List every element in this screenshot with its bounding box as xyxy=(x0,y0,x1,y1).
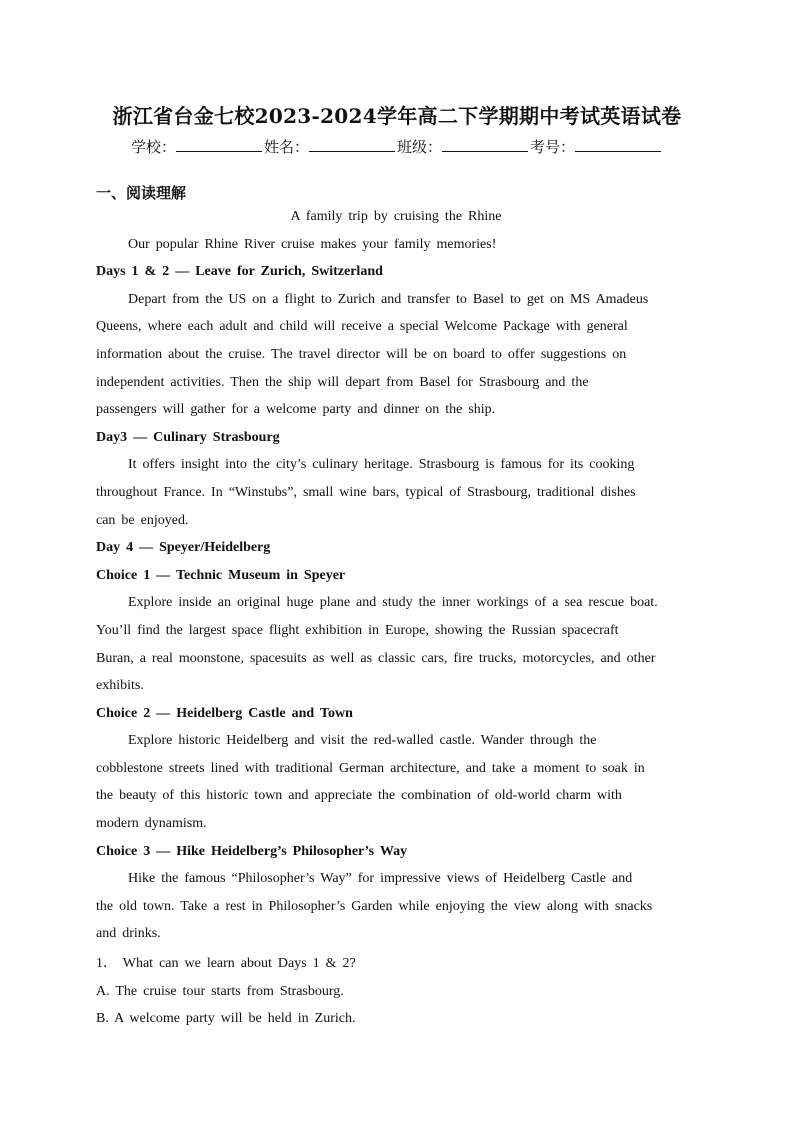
exam-number-blank xyxy=(575,137,661,152)
section-heading-days-1-2: Days 1 & 2 — Leave for Zurich, Switzerland xyxy=(96,264,383,280)
student-info-line xyxy=(0,136,794,157)
paragraph-line: and drinks. xyxy=(96,926,161,942)
section-choice-1 xyxy=(96,562,696,700)
paragraph-line: the beauty of this historic town and appreciate the combination of old-world charm with xyxy=(96,788,622,804)
question-stem: 1． What can we learn about Days 1 & 2? xyxy=(96,956,356,972)
paragraph-line: cobblestone streets lined with traditional German architecture, and take a moment to soak in xyxy=(96,760,645,776)
section-days-1-2 xyxy=(96,258,696,424)
section-day-3 xyxy=(96,424,696,534)
paragraph-line: modern dynamism. xyxy=(96,816,207,832)
reading-passage xyxy=(96,203,696,1033)
paragraph-line: You’ll find the largest space flight exhibition in Europe, showing the Russian spacecraft xyxy=(96,622,619,638)
section-heading-choice-3: Choice 3 — Hike Heidelberg’s Philosopher’s Way xyxy=(96,843,408,859)
option-a[interactable]: A. The cruise tour starts from Strasbourg. xyxy=(96,983,344,999)
passage-title: A family trip by cruising the Rhine xyxy=(290,209,502,224)
section-heading-day-3: Day3 — Culinary Strasbourg xyxy=(96,429,280,445)
option-b[interactable]: B. A welcome party will be held in Zurich. xyxy=(96,1011,356,1027)
section-day-4 xyxy=(96,534,696,562)
page-title: 浙江省台金七校2023-2024学年高二下学期期中考试英语试卷 xyxy=(112,104,682,128)
class-label: 班级： xyxy=(397,138,443,156)
section-heading-choice-2: Choice 2 — Heidelberg Castle and Town xyxy=(96,705,353,721)
paragraph-line: Queens, where each adult and child will receive a special Welcome Package with general xyxy=(96,319,628,335)
section-heading-choice-1: Choice 1 — Technic Museum in Speyer xyxy=(96,567,346,583)
paragraph-line: Explore inside an original huge plane and study the inner workings of a sea rescue boat. xyxy=(128,595,658,611)
paragraph-line: throughout France. In “Winstubs”, small wine bars, typical of Strasbourg, traditional dishes xyxy=(96,484,636,500)
paragraph-line: Depart from the US on a flight to Zurich and transfer to Basel to get on MS Amadeus xyxy=(128,291,649,307)
paragraph-line: Buran, a real moonstone, spacesuits as well as classic cars, fire trucks, motorcycles, and other xyxy=(96,650,656,666)
name-label: 姓名： xyxy=(263,138,309,156)
paragraph-line: Explore historic Heidelberg and visit the red-walled castle. Wander through the xyxy=(128,733,597,749)
paragraph-line: exhibits. xyxy=(96,678,144,694)
paragraph-line: passengers will gather for a welcome party and dinner on the ship. xyxy=(96,402,496,418)
paragraph-line: independent activities. Then the ship will depart from Basel for Strasbourg and the xyxy=(96,374,589,390)
question-1 xyxy=(96,950,696,1033)
school-blank xyxy=(176,137,262,152)
exam-number-label: 考号： xyxy=(530,138,576,156)
name-blank xyxy=(309,137,395,152)
paragraph-line: Hike the famous “Philosopher’s Way” for impressive views of Heidelberg Castle and xyxy=(128,871,633,887)
section-choice-2 xyxy=(96,700,696,838)
passage-intro: Our popular Rhine River cruise makes your family memories! xyxy=(128,236,497,252)
section-heading-day-4: Day 4 — Speyer/Heidelberg xyxy=(96,540,271,556)
section-choice-3 xyxy=(96,838,696,948)
paragraph-line: It offers insight into the city’s culinary heritage. Strasbourg is famous for its cooking xyxy=(128,457,635,473)
paragraph-line: can be enjoyed. xyxy=(96,512,189,528)
section-heading: 一、阅读理解 xyxy=(96,184,187,202)
school-label: 学校： xyxy=(130,138,176,156)
class-blank xyxy=(442,137,528,152)
paragraph-line: information about the cruise. The travel director will be on board to offer suggestions on xyxy=(96,346,627,362)
paragraph-line: the old town. Take a rest in Philosopher’s Garden while enjoying the view along with snacks xyxy=(96,898,653,914)
